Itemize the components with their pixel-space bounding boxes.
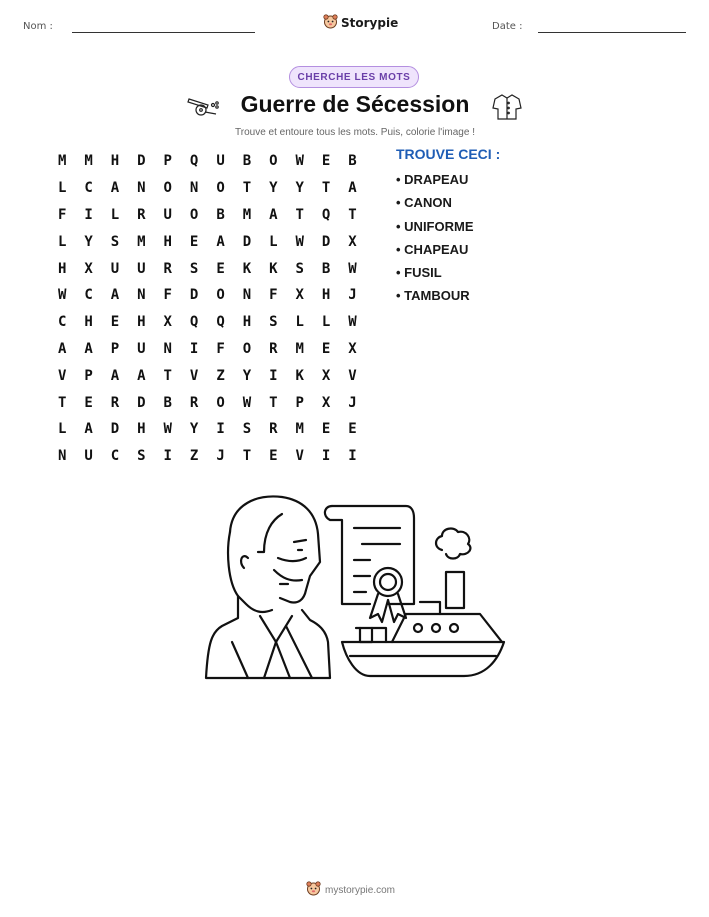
grid-letter: W (163, 421, 172, 438)
coloring-illustration (202, 492, 508, 686)
grid-letter: R (269, 340, 278, 357)
grid-letter: P (110, 340, 120, 357)
grid-letter: L (269, 233, 278, 250)
shirt-icon (491, 93, 523, 125)
brand-logo (323, 13, 398, 33)
grid-row (49, 416, 366, 443)
grid-letter: A (110, 287, 120, 304)
grid-letter: T (269, 394, 278, 411)
grid-letter: H (163, 233, 172, 250)
grid-letter: E (269, 448, 278, 465)
grid-letter: W (295, 233, 304, 250)
grid-row (49, 255, 366, 282)
grid-letter: I (189, 340, 199, 357)
grid-letter: P (295, 394, 304, 411)
grid-letter: D (137, 394, 146, 411)
grid-letter: A (348, 180, 357, 197)
grid-letter: D (242, 233, 252, 250)
grid-letter: Q (216, 314, 225, 331)
word-list-item: • CHAPEAU (396, 241, 469, 257)
grid-letter: F (216, 340, 225, 357)
brand-name: Storypie (341, 16, 399, 30)
grid-letter: T (163, 367, 172, 384)
grid-letter: B (242, 153, 252, 170)
activity-badge: CHERCHE LES MOTS (289, 66, 419, 88)
grid-row (49, 309, 366, 336)
grid-letter: I (84, 206, 93, 223)
grid-letter: E (321, 153, 331, 170)
grid-letter: X (321, 367, 331, 384)
grid-letter: T (57, 394, 67, 411)
grid-letter: H (57, 260, 67, 277)
grid-letter: F (269, 287, 278, 304)
page-title: Guerre de Sécession (240, 91, 470, 117)
grid-letter: O (189, 206, 199, 223)
grid-letter: X (84, 260, 93, 277)
grid-letter: Q (189, 153, 199, 170)
mascot-icon (323, 13, 338, 33)
grid-row (49, 389, 366, 416)
word-list (396, 172, 474, 312)
grid-letter: C (84, 287, 93, 304)
grid-letter: Z (216, 367, 225, 384)
grid-letter: H (84, 314, 93, 331)
mascot-icon (306, 880, 321, 900)
grid-letter: Y (242, 367, 252, 384)
grid-letter: B (163, 394, 172, 411)
grid-letter: V (295, 448, 304, 465)
grid-letter: D (137, 153, 146, 170)
grid-letter: W (242, 394, 252, 411)
grid-letter: N (189, 180, 199, 197)
grid-letter: Z (189, 448, 199, 465)
grid-row (49, 175, 366, 202)
grid-letter: A (216, 233, 225, 250)
grid-letter: H (321, 287, 331, 304)
grid-letter: U (137, 260, 146, 277)
grid-letter: U (110, 260, 120, 277)
grid-letter: I (163, 448, 172, 465)
grid-letter: Q (321, 206, 331, 223)
grid-letter: S (110, 233, 120, 250)
grid-letter: A (57, 340, 67, 357)
grid-letter: X (348, 340, 357, 357)
grid-letter: C (57, 314, 67, 331)
grid-letter: J (348, 287, 357, 304)
grid-letter: T (242, 180, 252, 197)
grid-letter: E (321, 421, 331, 438)
grid-letter: R (110, 394, 120, 411)
grid-letter: M (295, 340, 304, 357)
grid-letter: S (242, 421, 252, 438)
grid-letter: A (110, 367, 120, 384)
word-list-item: • FUSIL (396, 265, 442, 281)
grid-letter: N (137, 287, 146, 304)
grid-letter: U (163, 206, 172, 223)
footer-url: mystorypie.com (325, 884, 396, 896)
footer (306, 880, 395, 900)
word-list-item: • DRAPEAU (396, 172, 469, 187)
grid-letter: O (216, 394, 225, 411)
grid-letter: C (110, 448, 120, 465)
grid-letter: I (269, 367, 278, 384)
grid-letter: F (163, 287, 172, 304)
grid-letter: U (216, 153, 225, 170)
grid-letter: T (242, 448, 252, 465)
grid-letter: B (216, 206, 225, 223)
grid-letter: P (84, 367, 93, 384)
grid-letter: B (348, 153, 357, 170)
grid-letter: T (321, 180, 331, 197)
grid-letter: U (84, 448, 93, 465)
grid-letter: Y (269, 180, 278, 197)
grid-letter: O (163, 180, 172, 197)
grid-letter: X (295, 287, 304, 304)
grid-letter: M (137, 233, 146, 250)
grid-letter: V (57, 367, 67, 384)
grid-letter: K (242, 260, 252, 277)
grid-letter: S (269, 314, 278, 331)
grid-letter: L (295, 314, 304, 331)
grid-letter: X (321, 394, 331, 411)
grid-letter: H (242, 314, 252, 331)
grid-letter: Y (84, 233, 93, 250)
grid-letter: H (137, 314, 146, 331)
grid-letter: I (321, 448, 331, 465)
date-line (538, 32, 686, 33)
grid-letter: A (110, 180, 120, 197)
grid-row (49, 443, 366, 470)
word-list-item: • TAMBOUR (396, 288, 470, 304)
grid-letter: F (57, 206, 67, 223)
grid-letter: D (321, 233, 331, 250)
grid-letter: W (295, 153, 304, 170)
name-label: Nom : (23, 21, 53, 32)
word-search-grid (49, 148, 366, 470)
grid-letter: D (189, 287, 199, 304)
grid-row (49, 202, 366, 229)
grid-letter: S (295, 260, 304, 277)
date-label: Date : (492, 21, 523, 32)
grid-letter: L (57, 421, 67, 438)
lincoln-portrait-icon (206, 496, 330, 678)
grid-letter: Y (295, 180, 304, 197)
grid-letter: H (110, 153, 120, 170)
grid-letter: H (137, 421, 146, 438)
grid-letter: L (321, 314, 331, 331)
grid-letter: E (348, 421, 357, 438)
grid-letter: E (84, 394, 93, 411)
word-list-item: • UNIFORME (396, 218, 474, 234)
grid-letter: Q (189, 314, 199, 331)
grid-letter: O (216, 287, 225, 304)
grid-letter: E (216, 260, 225, 277)
grid-letter: L (110, 206, 120, 223)
steamboat-icon (342, 529, 504, 676)
grid-letter: I (216, 421, 225, 438)
grid-letter: B (321, 260, 331, 277)
name-line (72, 32, 255, 33)
grid-letter: X (348, 233, 357, 250)
grid-letter: J (348, 394, 357, 411)
grid-letter: O (242, 340, 252, 357)
grid-letter: M (84, 153, 93, 170)
grid-letter: I (348, 448, 357, 465)
word-list-item: • CANON (396, 195, 452, 211)
grid-letter: A (269, 206, 278, 223)
grid-letter: N (137, 180, 146, 197)
grid-letter: R (269, 421, 278, 438)
grid-letter: M (57, 153, 67, 170)
find-heading: TROUVE CECI : (396, 146, 501, 162)
instructions: Trouve et entoure tous les mots. Puis, colorie l'image ! (235, 127, 475, 138)
grid-letter: Y (189, 421, 199, 438)
grid-letter: U (137, 340, 146, 357)
grid-row (49, 362, 366, 389)
grid-letter: E (110, 314, 120, 331)
grid-row (49, 282, 366, 309)
grid-letter: E (189, 233, 199, 250)
grid-letter: C (84, 180, 93, 197)
grid-letter: V (348, 367, 357, 384)
grid-letter: L (57, 180, 67, 197)
grid-letter: O (216, 180, 225, 197)
grid-letter: L (57, 233, 67, 250)
grid-letter: N (242, 287, 252, 304)
grid-letter: A (137, 367, 146, 384)
grid-letter: O (269, 153, 278, 170)
grid-letter: A (84, 421, 93, 438)
grid-letter: S (137, 448, 146, 465)
grid-row (49, 148, 366, 175)
grid-letter: E (321, 340, 331, 357)
grid-letter: K (269, 260, 278, 277)
grid-row (49, 336, 366, 363)
grid-letter: R (137, 206, 146, 223)
grid-letter: A (84, 340, 93, 357)
grid-letter: M (242, 206, 252, 223)
grid-letter: K (295, 367, 304, 384)
grid-letter: W (57, 287, 67, 304)
grid-letter: R (189, 394, 199, 411)
grid-letter: N (163, 340, 172, 357)
award-ribbon-icon (370, 568, 406, 622)
grid-letter: M (295, 421, 304, 438)
grid-row (49, 228, 366, 255)
grid-letter: V (189, 367, 199, 384)
grid-letter: N (57, 448, 67, 465)
grid-letter: J (216, 448, 225, 465)
grid-letter: T (348, 206, 357, 223)
grid-letter: S (189, 260, 199, 277)
grid-letter: P (163, 153, 172, 170)
grid-letter: X (163, 314, 172, 331)
grid-letter: W (348, 260, 357, 277)
grid-letter: D (110, 421, 120, 438)
grid-letter: T (295, 206, 304, 223)
grid-letter: W (348, 314, 357, 331)
grid-letter: R (163, 260, 172, 277)
